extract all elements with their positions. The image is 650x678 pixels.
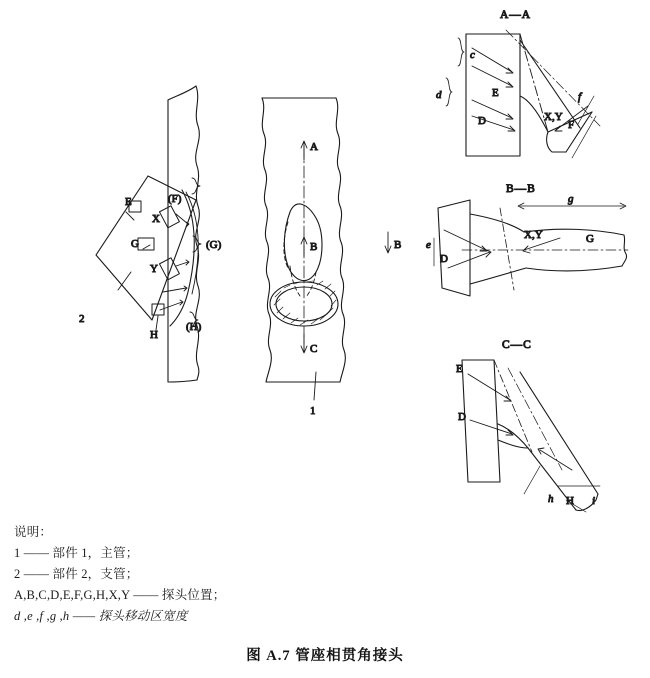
svg-text:H: H	[150, 329, 158, 341]
svg-text:E: E	[125, 196, 132, 208]
svg-text:B: B	[394, 239, 402, 251]
legend-item-2: 2 —— 部件 2，支管；	[14, 567, 139, 581]
legend-title: 说明：	[14, 525, 53, 539]
legend-item-4: d ,e ,f ,g ,h —— 探头移动区宽度	[14, 609, 188, 623]
svg-text:F: F	[568, 119, 575, 131]
svg-text:d: d	[436, 89, 442, 101]
svg-text:(F): (F)	[168, 193, 182, 205]
svg-text:H: H	[566, 495, 574, 507]
svg-text:D: D	[440, 253, 448, 265]
svg-text:E: E	[456, 363, 463, 375]
svg-text:G: G	[586, 233, 594, 245]
main-plan-view	[262, 98, 401, 417]
svg-text:Y: Y	[150, 263, 158, 275]
svg-text:e: e	[426, 239, 431, 251]
svg-text:1: 1	[310, 405, 316, 417]
section-bb-view	[426, 183, 628, 296]
svg-text:A—A: A—A	[500, 9, 532, 21]
svg-text:X,Y: X,Y	[544, 111, 563, 123]
legend-item-3: A,B,C,D,E,F,G,H,X,Y —— 探头位置；	[14, 588, 226, 602]
legend-block	[14, 522, 394, 627]
svg-text:G: G	[131, 238, 139, 250]
svg-text:C—C: C—C	[502, 339, 532, 351]
svg-text:B—B: B—B	[506, 183, 536, 195]
section-aa-view	[436, 9, 600, 158]
svg-text:2: 2	[79, 313, 85, 325]
svg-text:D: D	[458, 411, 466, 423]
svg-text:h: h	[548, 493, 554, 505]
svg-text:B: B	[310, 241, 318, 253]
svg-text:X,Y: X,Y	[524, 229, 543, 241]
svg-text:f: f	[578, 91, 582, 103]
svg-text:D: D	[478, 115, 486, 127]
section-cc-view	[456, 339, 600, 512]
svg-text:g: g	[568, 193, 574, 205]
svg-text:(G): (G)	[206, 239, 222, 251]
svg-text:E: E	[492, 87, 499, 99]
svg-text:X: X	[152, 213, 160, 225]
svg-text:(H): (H)	[186, 321, 202, 333]
figure-caption: 图 A.7 管座相贯角接头	[246, 648, 404, 664]
svg-text:A: A	[310, 141, 318, 153]
main-isometric-view	[79, 86, 222, 382]
svg-text:i: i	[592, 495, 596, 507]
legend-item-1: 1 —— 部件 1，主管；	[14, 546, 139, 560]
svg-text:c: c	[470, 49, 475, 61]
svg-text:C: C	[310, 343, 318, 355]
